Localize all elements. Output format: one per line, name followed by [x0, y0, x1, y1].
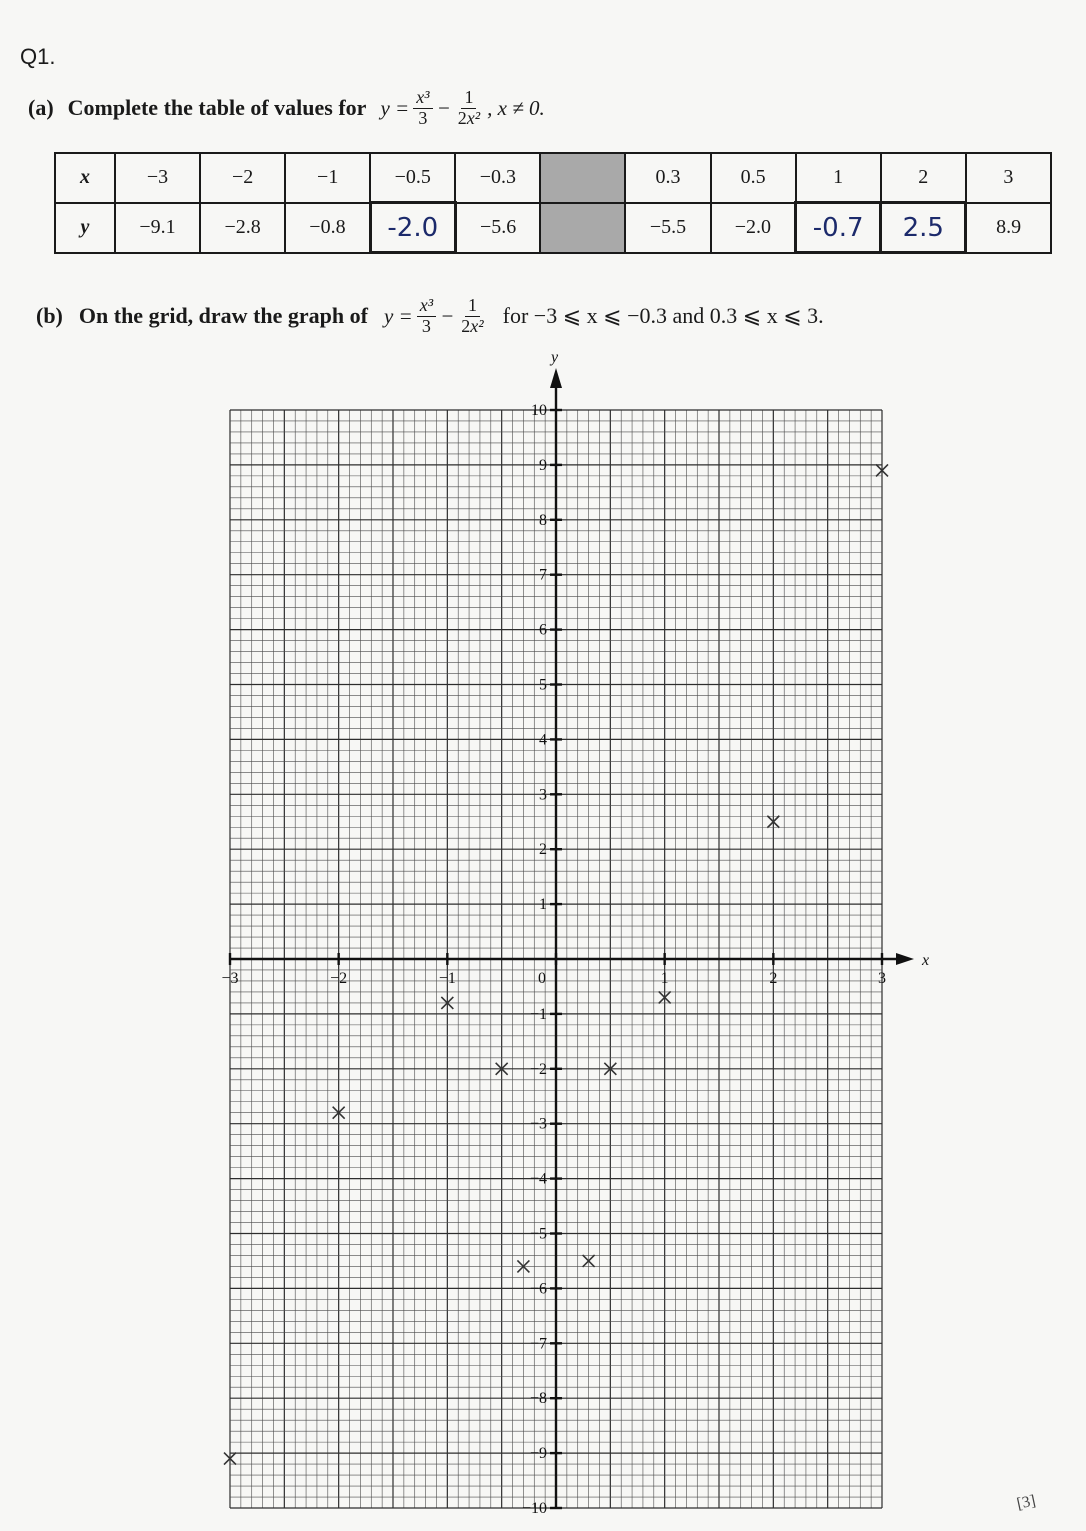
y-tick-label: 4: [539, 731, 547, 749]
y-tick-label: 10: [531, 402, 547, 419]
y-cell: −9.1: [115, 203, 200, 253]
x-tick-label: 3: [878, 970, 886, 987]
y-tick-label: −5: [529, 1225, 547, 1243]
x-cell: 0.3: [625, 153, 710, 203]
x-tick-label: −2: [330, 970, 348, 987]
y-tick-label: 6: [539, 621, 547, 639]
x-cell: 1: [796, 153, 881, 203]
y-tick-label: 1: [539, 896, 547, 914]
y-tick-label: −6: [529, 1280, 547, 1298]
x-tick-label: −1: [438, 970, 456, 987]
y-axis-label: y: [551, 349, 559, 366]
part-a-equation: y = $\frac{\text{x³}}{3}$ − $\frac{1}{\text{2x²}}$ , x ≠ 0.: [380, 87, 545, 128]
y-tick-label: 8: [539, 511, 547, 529]
y-tick-label: −4: [529, 1170, 547, 1188]
x-tick-label: 1: [660, 970, 669, 987]
part-a-condition: , x ≠ 0.: [487, 95, 545, 120]
y-header: y: [55, 203, 115, 253]
axes: [230, 349, 929, 1508]
part-a-text: Complete the table of values for: [67, 95, 367, 121]
x-cell: −0.3: [455, 153, 540, 203]
handwritten-answer-cell[interactable]: -0.7: [796, 203, 881, 253]
part-b-equation: y = $\frac{\text{x³}}{3}$ − $\frac{1}{\text{2x²}}$: [383, 295, 484, 336]
y-cell: −2.0: [711, 203, 796, 253]
y-tick-label: −2: [529, 1060, 547, 1078]
x-axis-label: x: [922, 952, 930, 969]
y-cell: −5.5: [625, 203, 710, 253]
part-a-label: (a): [28, 95, 54, 121]
x-cell: 3: [966, 153, 1051, 203]
x-tick-label: 0: [538, 970, 546, 987]
y-tick-label: −10: [521, 1500, 547, 1517]
y-tick-label: −9: [529, 1445, 547, 1463]
question-number: Q1.: [20, 44, 56, 69]
y-tick-label: 7: [539, 566, 547, 584]
x-header: x: [55, 153, 115, 203]
y-tick-label: 5: [539, 676, 547, 694]
x-tick-label: 2: [769, 970, 778, 987]
x-cell: −3: [115, 153, 200, 203]
x-axis-arrow: [896, 953, 914, 965]
handwritten-answer-cell[interactable]: 2.5: [881, 203, 966, 253]
y-axis-arrow: [550, 368, 562, 388]
x-cell: −0.5: [370, 153, 455, 203]
y-cell: −2.8: [200, 203, 285, 253]
x-cell: −1: [285, 153, 370, 203]
y-tick-label: 9: [539, 456, 547, 474]
y-tick-label: −7: [529, 1335, 547, 1353]
part-b-text: On the grid, draw the graph of: [78, 303, 368, 329]
x-cell: 2: [881, 153, 966, 203]
part-b-range: for −3 ⩽ x ⩽ −0.3 and 0.3 ⩽ x ⩽ 3.: [502, 303, 824, 329]
x-tick-label: −3: [221, 970, 239, 987]
part-b-label: (b): [36, 303, 63, 329]
y-cell: −5.6: [455, 203, 540, 253]
y-tick-label: −1: [529, 1005, 547, 1023]
y-tick-label: 3: [539, 786, 547, 804]
y-cell: 8.9: [966, 203, 1051, 253]
y-tick-label: 2: [539, 841, 547, 859]
y-tick-label: −3: [529, 1115, 547, 1133]
y-tick-label: −8: [529, 1390, 547, 1408]
x-cell: −2: [200, 153, 285, 203]
y-cell: −0.8: [285, 203, 370, 253]
marks-label: [3]: [1015, 1492, 1038, 1513]
handwritten-answer-cell[interactable]: -2.0: [370, 203, 455, 253]
x-cell: 0.5: [711, 153, 796, 203]
